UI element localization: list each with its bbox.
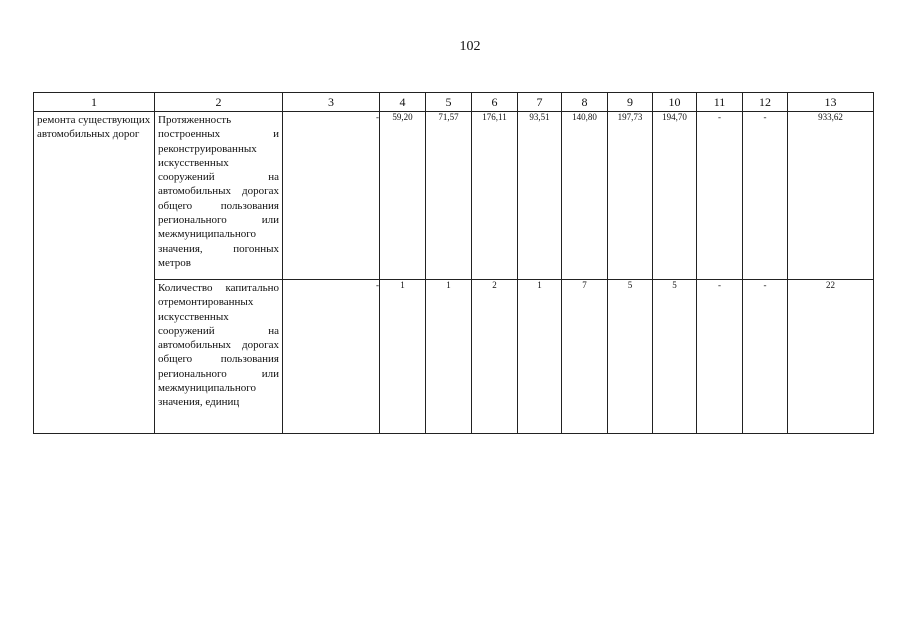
- row-description: Количество капитально отремонтированных искусственных сооружений на автомобильных дорогах общего пользования регионального или межмуниципального значения, единиц: [158, 282, 279, 409]
- value-cell: -: [283, 112, 380, 280]
- value-cell: 59,20: [380, 112, 426, 280]
- value-cell: -: [697, 112, 743, 280]
- header-cell: 11: [697, 93, 743, 112]
- header-cell: 8: [562, 93, 608, 112]
- table-header-row: [34, 93, 874, 112]
- description-cell: [155, 280, 283, 434]
- header-cell: 3: [283, 93, 380, 112]
- header-cell: 7: [518, 93, 562, 112]
- header-cell: 5: [426, 93, 472, 112]
- header-cell: 4: [380, 93, 426, 112]
- value-cell: 71,57: [426, 112, 472, 280]
- header-cell: 10: [653, 93, 697, 112]
- value-cell: -: [743, 280, 788, 434]
- description-cell: [155, 112, 283, 280]
- value-cell: 194,70: [653, 112, 697, 280]
- value-cell: 140,80: [562, 112, 608, 280]
- table-row: [34, 112, 874, 280]
- value-cell: 93,51: [518, 112, 562, 280]
- value-cell: 22: [788, 280, 874, 434]
- value-cell: -: [697, 280, 743, 434]
- page-number: 102: [459, 39, 481, 54]
- category-text: ремонта существующих автомобильных дорог: [37, 114, 151, 141]
- value-cell: 1: [426, 280, 472, 434]
- value-cell: 5: [653, 280, 697, 434]
- value-cell: 1: [380, 280, 426, 434]
- header-cell: 1: [34, 93, 155, 112]
- value-cell: -: [743, 112, 788, 280]
- header-cell: 13: [788, 93, 874, 112]
- category-cell: [34, 112, 155, 434]
- data-table: [33, 92, 874, 434]
- value-cell: 7: [562, 280, 608, 434]
- row-description: Протяженность построенных и реконструированных искусственных сооружений на автомобильных дорогах общего пользования регионального или межмуниципального значения, погонных метров: [158, 114, 279, 269]
- value-cell: 933,62: [788, 112, 874, 280]
- value-cell: -: [283, 280, 380, 434]
- header-cell: 9: [608, 93, 653, 112]
- value-cell: 197,73: [608, 112, 653, 280]
- value-cell: 1: [518, 280, 562, 434]
- table-row: [34, 280, 874, 434]
- header-cell: 12: [743, 93, 788, 112]
- header-cell: 6: [472, 93, 518, 112]
- value-cell: 2: [472, 280, 518, 434]
- header-cell: 2: [155, 93, 283, 112]
- value-cell: 5: [608, 280, 653, 434]
- value-cell: 176,11: [472, 112, 518, 280]
